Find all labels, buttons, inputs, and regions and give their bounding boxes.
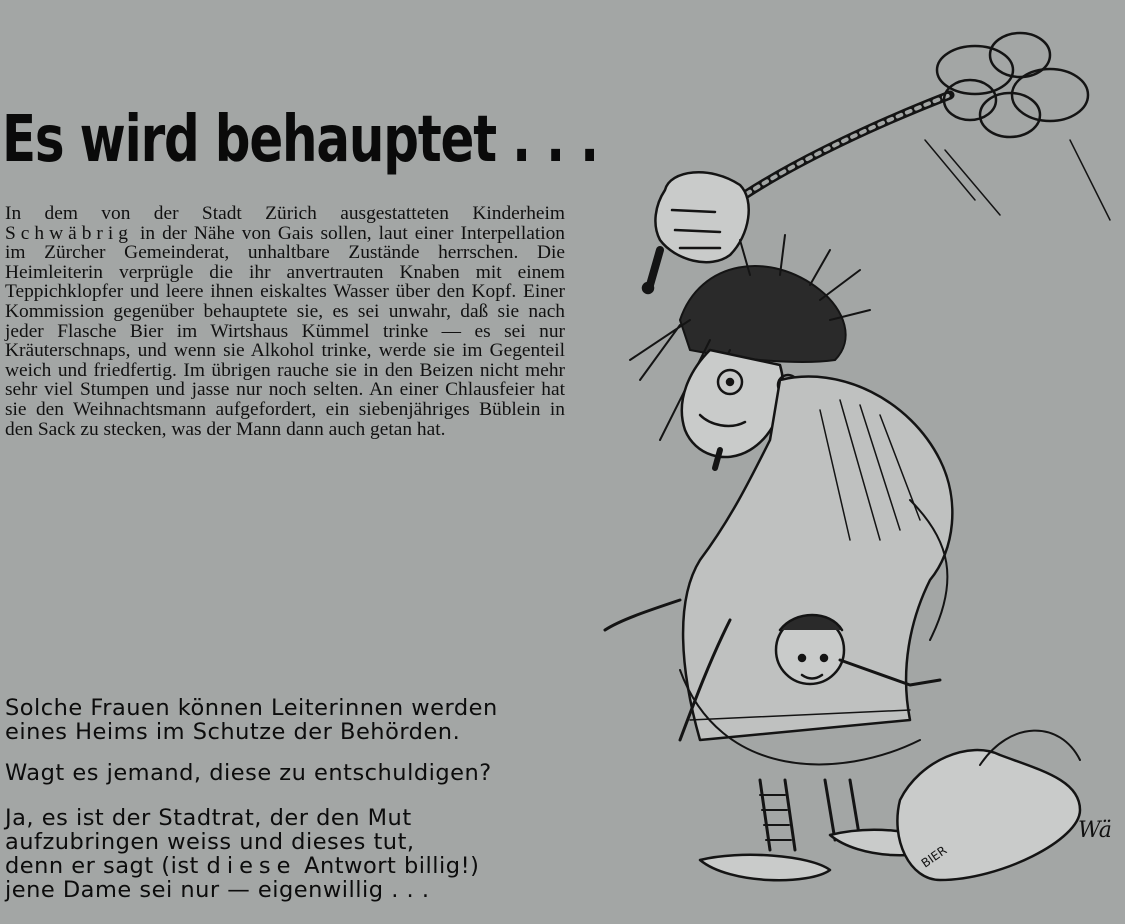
paragraph-rest: in der Nähe von Gais sollen, laut einer Interpellation im Zürcher Gemeinderat, unhaltbare Zustände herrschen. Die Heimleiterin verprügle die ihr anvertrauten Knaben mit einem Teppichklopfer und leere ihnen eiskaltes Wasser über den Kopf. Einer Kommission gegenüber behauptete sie, es sei unwahr, daß sie nach jeder Flasche Bier im Wirtshaus Kümmel trinke — es sei nur Kräuterschnaps, und wenn sie Alkohol trinke, werde sie im Gegenteil weich und friedfertig. Im übrigen rauche sie in den Beizen nicht mehr sehr viel Stumpen und jasse nur noch selten. An einer Chlausfeier hat sie den Weihnachtsmann aufgefordert, ein siebenjähriges Büblein in den Sack zu stecken, was der Mann dann auch getan hat. [5, 222, 565, 440]
caricature-drawing [580, 20, 1120, 920]
verse-line: eines Heims im Schutze der Behörden. [5, 719, 461, 745]
verse-line: Solche Frauen können Leiterinnen werden [5, 695, 498, 721]
paragraph-intro: In dem von der Stadt Zürich ausgestatteten Kinderheim [5, 203, 565, 224]
verse-line: Wagt es jemand, diese zu entschuldigen? [5, 760, 492, 786]
verse-line: jene Dame sei nur — eigenwillig . . . [5, 877, 430, 903]
verse-line: aufzubringen weiss und dieses tut, [5, 829, 415, 855]
verse-emphasis: diese [206, 853, 297, 879]
verse-stanza-3 [5, 806, 605, 902]
artist-signature: Wä [1078, 818, 1112, 843]
headline: Es wird behauptet . . . [2, 103, 598, 177]
rope-whip [730, 33, 1088, 205]
article-paragraph [5, 204, 565, 439]
verse-stanza-2 [5, 761, 605, 785]
verse-line-part: denn er sagt (ist [5, 853, 199, 879]
verse-line [5, 854, 605, 878]
verse-line: Ja, es ist der Stadtrat, der den Mut [5, 805, 412, 831]
verse-line-part: Antwort billig!) [304, 853, 480, 879]
verse-stanza-1 [5, 696, 605, 744]
sack-label: BIER [918, 843, 950, 871]
caricature-illustration [580, 20, 1120, 920]
home-name: Schwäbrig [5, 222, 133, 244]
